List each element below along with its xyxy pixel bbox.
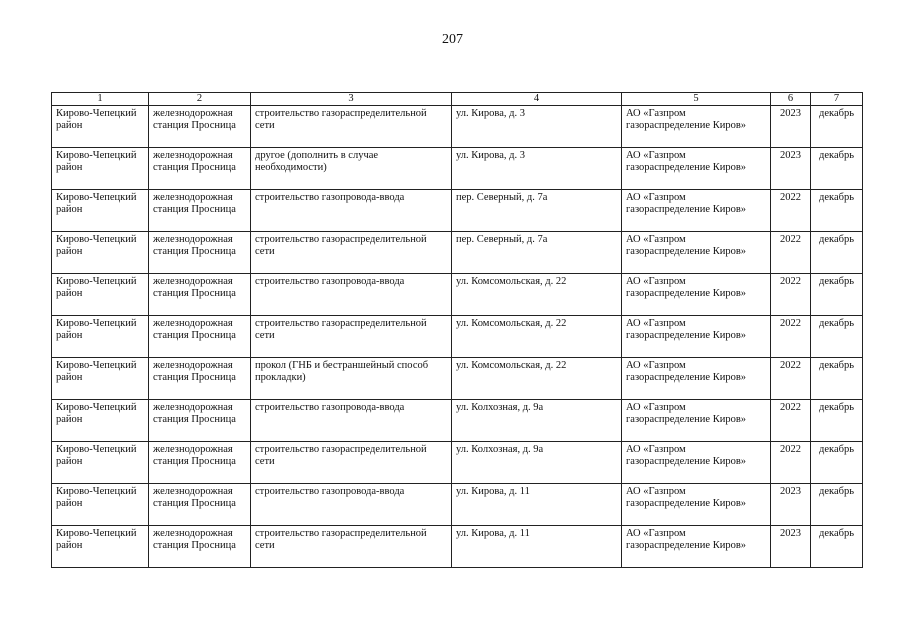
district-cell: Кирово-Чепецкий район [52,358,149,400]
district-cell: Кирово-Чепецкий район [52,232,149,274]
month-cell: декабрь [811,148,863,190]
column-header: 7 [811,93,863,106]
locality-cell: железнодорожная станция Просница [149,148,251,190]
table-row [52,526,863,568]
year-cell: 2022 [771,232,811,274]
work-type-cell: строительство газопровода-ввода [251,190,452,232]
district-cell: Кирово-Чепецкий район [52,148,149,190]
organization-cell: АО «Газпром газораспределение Киров» [622,442,771,484]
table-row [52,442,863,484]
locality-cell: железнодорожная станция Просница [149,106,251,148]
table-row [52,316,863,358]
address-cell: ул. Кирова, д. 11 [452,526,622,568]
organization-cell: АО «Газпром газораспределение Киров» [622,358,771,400]
work-type-cell: другое (дополнить в случае необходимости) [251,148,452,190]
column-header: 3 [251,93,452,106]
year-cell: 2023 [771,148,811,190]
table-row [52,148,863,190]
district-cell: Кирово-Чепецкий район [52,484,149,526]
year-cell: 2022 [771,442,811,484]
column-header: 5 [622,93,771,106]
work-type-cell: строительство газораспределительной сети [251,316,452,358]
district-cell: Кирово-Чепецкий район [52,274,149,316]
work-type-cell: строительство газораспределительной сети [251,232,452,274]
district-cell: Кирово-Чепецкий район [52,106,149,148]
locality-cell: железнодорожная станция Просница [149,232,251,274]
page-number: 207 [442,32,463,47]
district-cell: Кирово-Чепецкий район [52,400,149,442]
table-row [52,274,863,316]
year-cell: 2022 [771,274,811,316]
table-row [52,400,863,442]
column-header: 2 [149,93,251,106]
year-cell: 2022 [771,190,811,232]
organization-cell: АО «Газпром газораспределение Киров» [622,400,771,442]
organization-cell: АО «Газпром газораспределение Киров» [622,316,771,358]
year-cell: 2022 [771,358,811,400]
column-header: 6 [771,93,811,106]
month-cell: декабрь [811,484,863,526]
address-cell: ул. Кирова, д. 11 [452,484,622,526]
month-cell: декабрь [811,316,863,358]
address-cell: ул. Комсомольская, д. 22 [452,274,622,316]
address-cell: ул. Комсомольская, д. 22 [452,316,622,358]
address-cell: пер. Северный, д. 7а [452,190,622,232]
address-cell: ул. Кирова, д. 3 [452,148,622,190]
organization-cell: АО «Газпром газораспределение Киров» [622,232,771,274]
locality-cell: железнодорожная станция Просница [149,316,251,358]
header-row [52,93,863,106]
work-type-cell: строительство газопровода-ввода [251,400,452,442]
month-cell: декабрь [811,232,863,274]
locality-cell: железнодорожная станция Просница [149,190,251,232]
table-row [52,232,863,274]
district-cell: Кирово-Чепецкий район [52,442,149,484]
address-cell: ул. Комсомольская, д. 22 [452,358,622,400]
work-type-cell: строительство газопровода-ввода [251,274,452,316]
district-cell: Кирово-Чепецкий район [52,526,149,568]
work-type-cell: строительство газораспределительной сети [251,106,452,148]
locality-cell: железнодорожная станция Просница [149,484,251,526]
month-cell: декабрь [811,106,863,148]
organization-cell: АО «Газпром газораспределение Киров» [622,106,771,148]
work-type-cell: строительство газораспределительной сети [251,526,452,568]
year-cell: 2023 [771,526,811,568]
organization-cell: АО «Газпром газораспределение Киров» [622,274,771,316]
table-row [52,106,863,148]
year-cell: 2023 [771,106,811,148]
table-row [52,484,863,526]
locality-cell: железнодорожная станция Просница [149,526,251,568]
year-cell: 2023 [771,484,811,526]
month-cell: декабрь [811,526,863,568]
address-cell: пер. Северный, д. 7а [452,232,622,274]
district-cell: Кирово-Чепецкий район [52,316,149,358]
organization-cell: АО «Газпром газораспределение Киров» [622,484,771,526]
locality-cell: железнодорожная станция Просница [149,400,251,442]
month-cell: декабрь [811,442,863,484]
locality-cell: железнодорожная станция Просница [149,358,251,400]
column-header: 1 [52,93,149,106]
locality-cell: железнодорожная станция Просница [149,442,251,484]
month-cell: декабрь [811,400,863,442]
address-cell: ул. Колхозная, д. 9а [452,400,622,442]
organization-cell: АО «Газпром газораспределение Киров» [622,526,771,568]
address-cell: ул. Кирова, д. 3 [452,106,622,148]
month-cell: декабрь [811,358,863,400]
month-cell: декабрь [811,190,863,232]
column-header: 4 [452,93,622,106]
year-cell: 2022 [771,400,811,442]
table-row [52,358,863,400]
work-type-cell: строительство газораспределительной сети [251,442,452,484]
address-cell: ул. Колхозная, д. 9а [452,442,622,484]
district-cell: Кирово-Чепецкий район [52,190,149,232]
table-row [52,190,863,232]
organization-cell: АО «Газпром газораспределение Киров» [622,148,771,190]
month-cell: декабрь [811,274,863,316]
gasification-schedule-table [51,92,863,568]
organization-cell: АО «Газпром газораспределение Киров» [622,190,771,232]
work-type-cell: прокол (ГНБ и бестраншейный способ прокладки) [251,358,452,400]
work-type-cell: строительство газопровода-ввода [251,484,452,526]
year-cell: 2022 [771,316,811,358]
locality-cell: железнодорожная станция Просница [149,274,251,316]
